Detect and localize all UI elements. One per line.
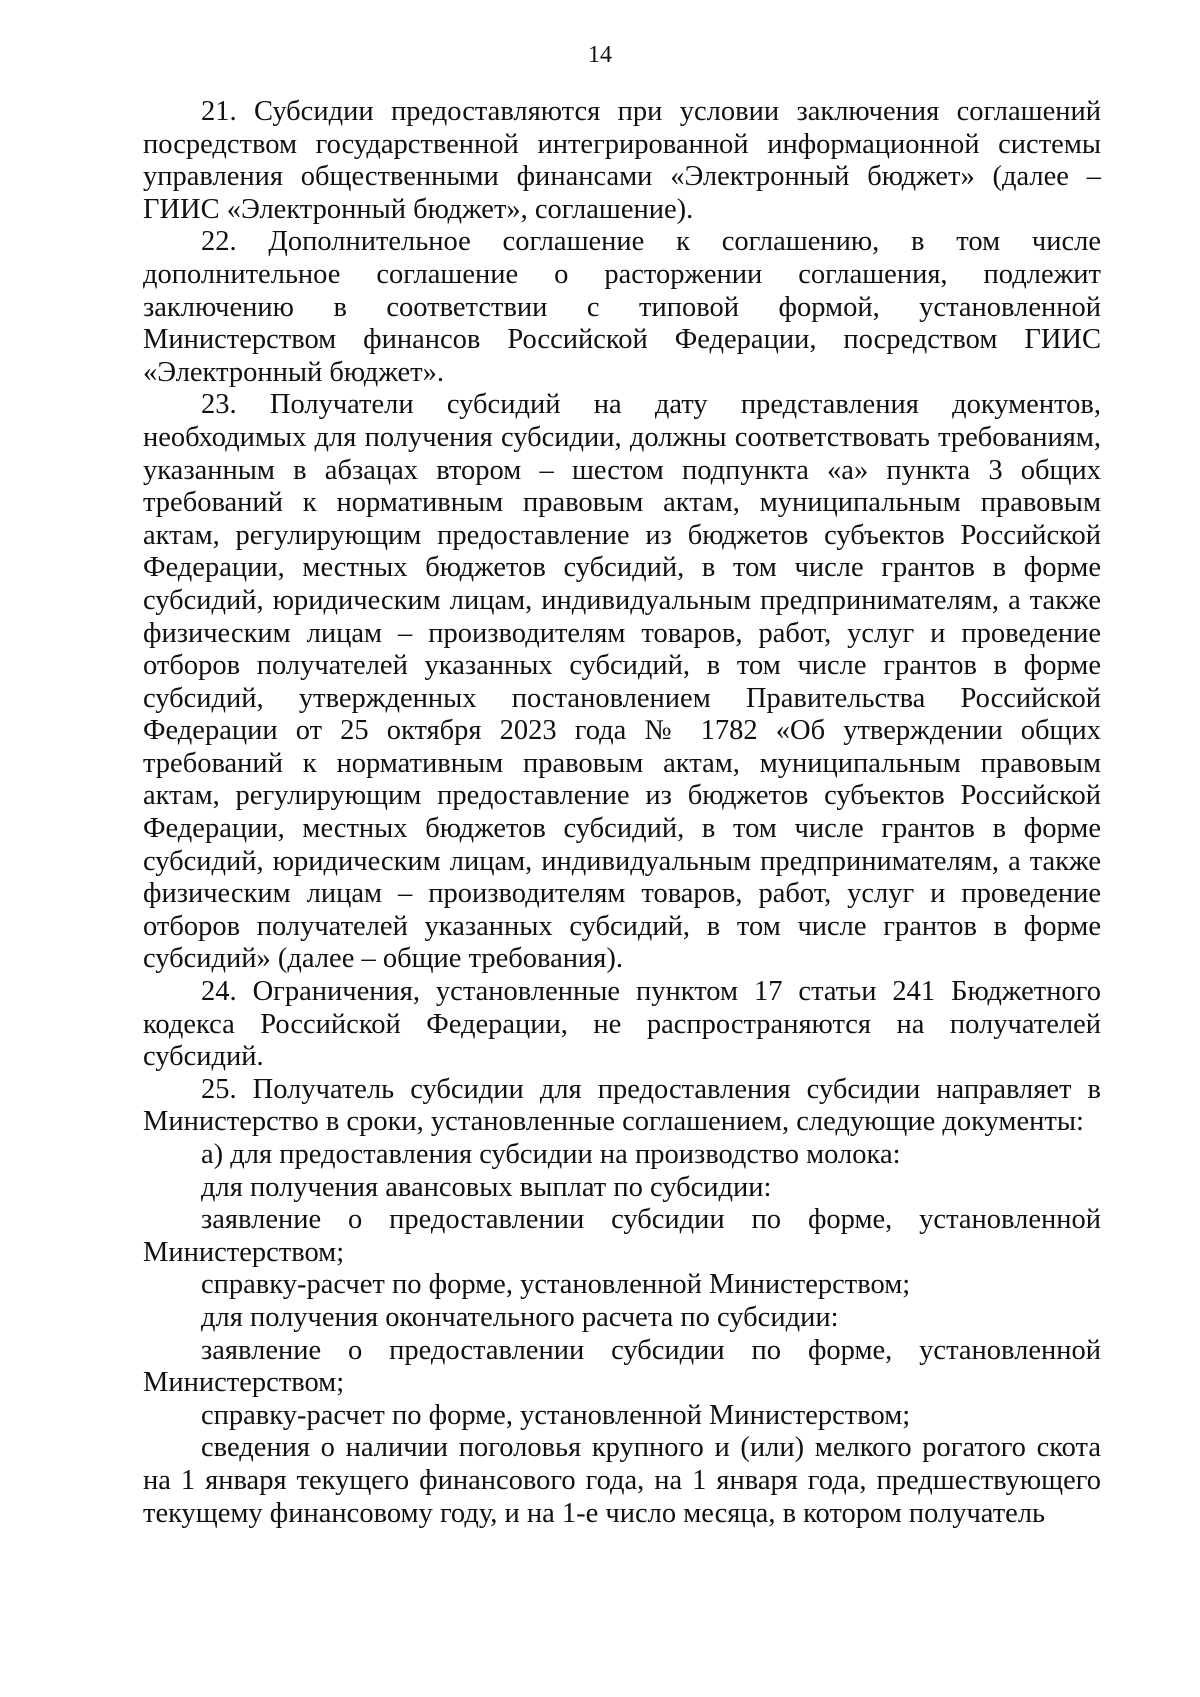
paragraph-22: 22. Дополнительное соглашение к соглашению, в том числе дополнительное соглашение о расторжении соглашения, подлежит заключению в соответствии с типовой формой, установленной Министерством финансов Российской Федерации, посредством ГИИС «Электронный бюджет». (143, 226, 1101, 388)
list-item-calculation-2: справку-расчет по форме, установленной Министерством; (201, 1399, 911, 1431)
subparagraph-a: а) для предоставления субсидии на производство молока: (201, 1139, 901, 1170)
list-item-application-1: заявление о предоставлении субсидии по форме, установленной Министерством; (143, 1204, 1101, 1268)
paragraph-21: 21. Субсидии предоставляются при условии заключения соглашений посредством государственной интегрированной информационной системы управления общественными финансами «Электронный бюджет» (далее – ГИИС «Электронный бюджет», соглашение). (143, 96, 1101, 225)
page-number: 14 (588, 42, 612, 68)
list-item-livestock-info: сведения о наличии поголовья крупного и (или) мелкого рогатого скота на 1 января текущего финансового года, на 1 января года, предшествующего текущему финансовому году, и на 1-е число месяца, в котором получатель (143, 1432, 1101, 1529)
final-calculation-heading: для получения окончательного расчета по субсидии: (201, 1301, 839, 1333)
paragraph-25: 25. Получатель субсидии для предоставления субсидии направляет в Министерство в сроки, установленные соглашением, следующие документы: (143, 1073, 1101, 1138)
paragraph-24: 24. Ограничения, установленные пунктом 17 статьи 241 Бюджетного кодекса Российской Федерации, не распространяются на получателей субсидий. (143, 976, 1101, 1073)
paragraph-23: 23. Получатели субсидий на дату представления документов, необходимых для получения субсидии, должны соответствовать требованиям, указанным в абзацах втором – шестом подпункта «а» пункта 3 общих требований к нормативным правовым актам, муниципальным правовым актам, регулирующим предоставление из бюджетов субъектов Российской Федерации, местных бюджетов субсидий, в том числе грантов в форме субсидий, юридическим лицам, индивидуальным предпринимателям, а также физическим лицам – производителям товаров, работ, услуг и проведение отборов получателей указанных субсидий, в том числе грантов в форме субсидий, утвержденных постановлением Правительства Российской Федерации от 25 октября 2023 года № 1782 «Об утверждении общих требований к нормативным правовым актам, муниципальным правовым актам, регулирующим предоставление из бюджетов субъектов Российской Федерации, местных бюджетов субсидий, в том числе грантов в форме субсидий, юридическим лицам, индивидуальным предпринимателям, а также физическим лицам – производителям товаров, работ, услуг и проведение отборов получателей указанных субсидий, в том числе грантов в форме субсидий» (далее – общие требования). (143, 389, 1101, 975)
document-body (143, 96, 1101, 1530)
advance-payments-heading: для получения авансовых выплат по субсидии: (201, 1171, 772, 1203)
list-item-application-2: заявление о предоставлении субсидии по форме, установленной Министерством; (143, 1334, 1101, 1399)
list-item-calculation-1: справку-расчет по форме, установленной Министерством; (201, 1269, 911, 1301)
